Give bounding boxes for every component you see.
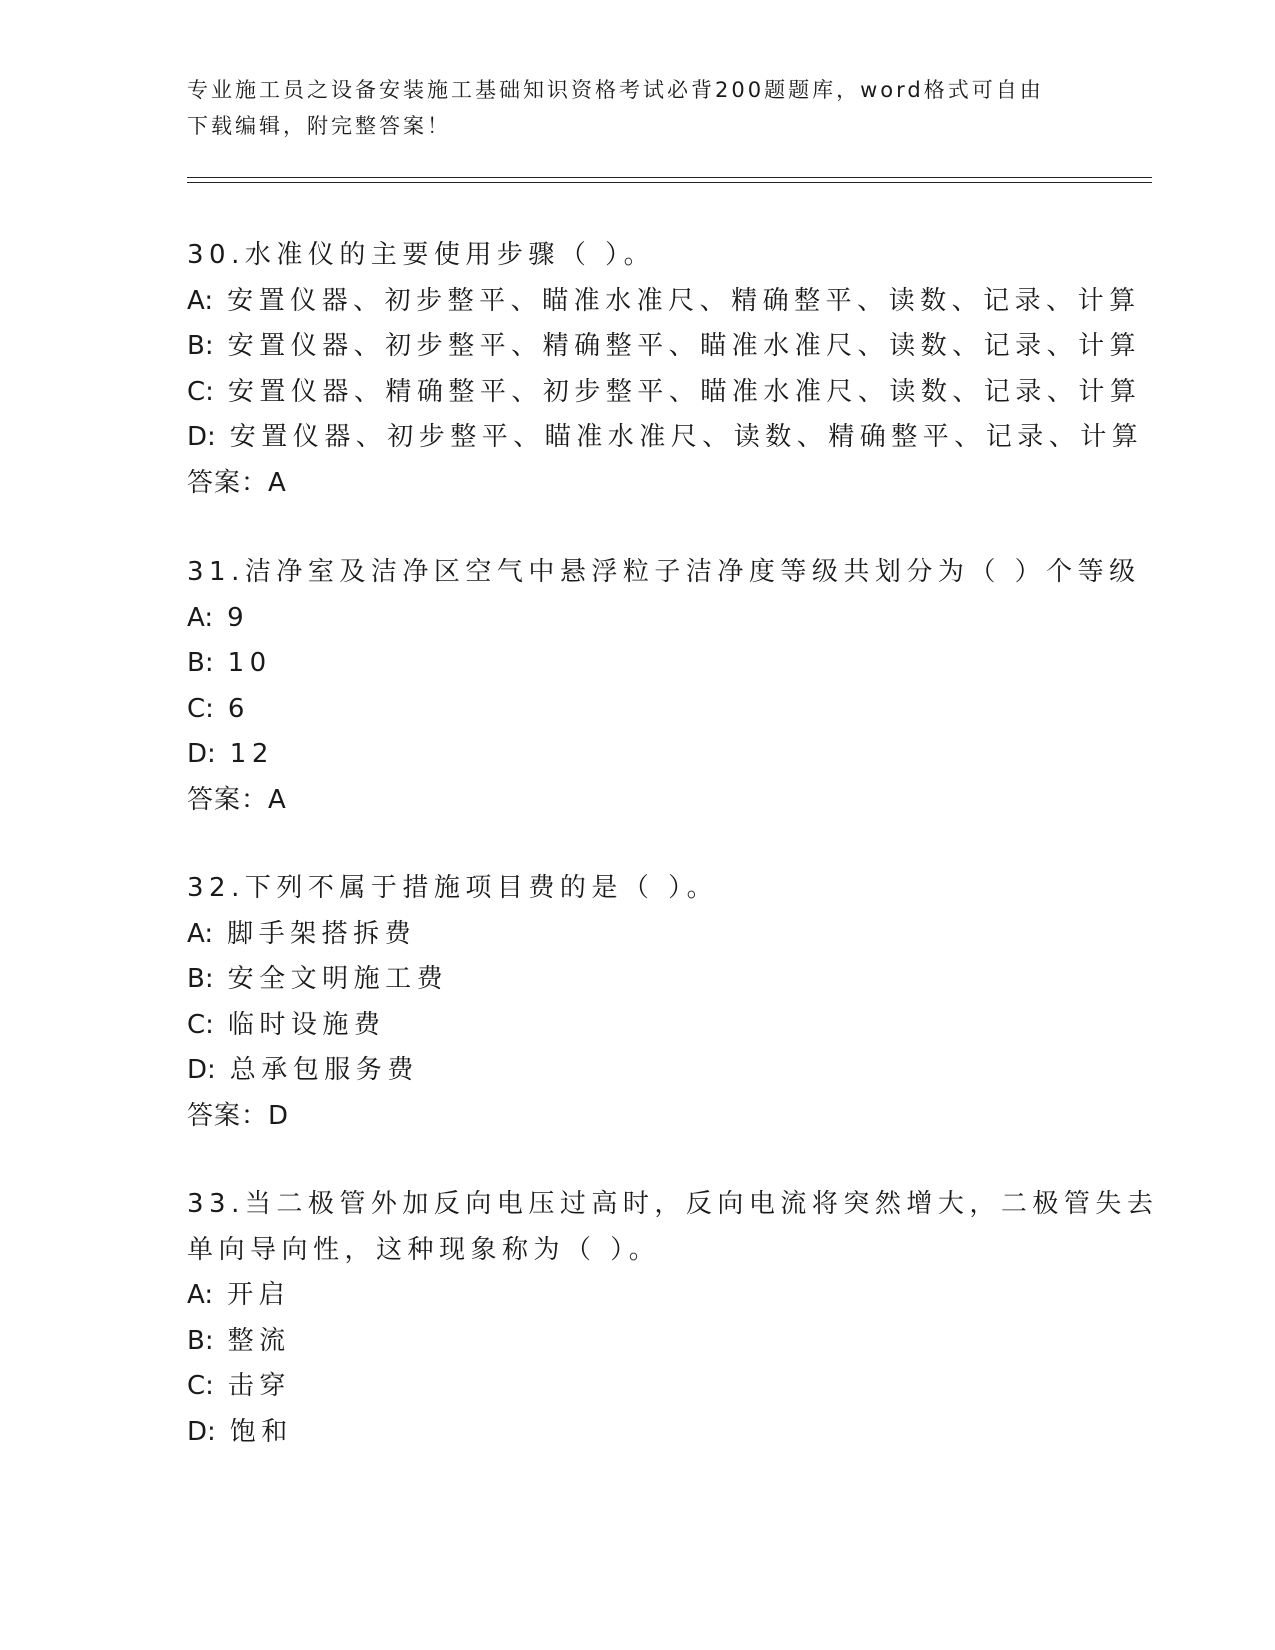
answer: 答案：A [187, 784, 287, 815]
option-key: A: [187, 285, 214, 316]
option-c [187, 687, 1087, 733]
option-a [187, 596, 1087, 642]
option-key: D: [187, 422, 216, 452]
option-text: 安置仪器、初步整平、瞄准水准尺、精确整平、读数、记录、计算 [227, 285, 1141, 316]
option-d [187, 1410, 1087, 1456]
option-key: D: [187, 739, 216, 769]
header-line-2: 下载编辑，附完整答案！ [187, 114, 451, 138]
option-key: C: [187, 1371, 214, 1401]
question-stem-line-2: 单向导向性，这种现象称为（ ）。 [187, 1234, 661, 1265]
option-key: B: [187, 648, 214, 678]
option-c [187, 1364, 1087, 1410]
option-key: B: [187, 1325, 214, 1356]
option-key: C: [187, 693, 214, 724]
question-32 [187, 866, 1087, 1139]
header-divider-top [187, 177, 1152, 178]
option-text: 12 [229, 739, 274, 769]
option-text: 击穿 [227, 1371, 291, 1401]
option-key: A: [187, 1280, 214, 1310]
option-d [187, 415, 1144, 461]
option-text: 脚手架搭拆费 [227, 918, 417, 949]
question-stem: 31.洁净室及洁净区空气中悬浮粒子洁净度等级共划分为（ ）个等级 [187, 557, 1141, 587]
answer: 答案：A [187, 467, 287, 498]
option-text: 安置仪器、精确整平、初步整平、瞄准水准尺、读数、记录、计算 [227, 376, 1142, 407]
question-stem: 30.水准仪的主要使用步骤（ ）。 [187, 240, 656, 270]
option-key: A: [187, 602, 214, 633]
option-c [187, 1003, 1087, 1049]
question-31 [187, 550, 1141, 823]
option-text: 开启 [227, 1280, 291, 1310]
option-text: 整流 [227, 1325, 291, 1356]
document-header [187, 72, 1067, 144]
option-text: 临时设施费 [227, 1009, 386, 1040]
option-key: D: [187, 1055, 216, 1085]
option-key: D: [187, 1416, 216, 1447]
option-text: 饱和 [229, 1416, 293, 1447]
option-text: 安全文明施工费 [227, 964, 449, 994]
option-b [187, 957, 1087, 1003]
option-text: 6 [227, 693, 250, 724]
option-a [187, 912, 1087, 958]
option-d [187, 732, 1087, 778]
option-a [187, 1273, 1087, 1319]
option-key: B: [187, 964, 214, 994]
option-key: C: [187, 1009, 214, 1040]
option-d [187, 1048, 1087, 1094]
question-stem-line-1: 33.当二极管外加反向电压过高时，反向电流将突然增大，二极管失去 [187, 1189, 1159, 1219]
option-text: 9 [227, 602, 250, 633]
option-b [187, 324, 1142, 370]
option-key: B: [187, 331, 214, 361]
option-text: 安置仪器、初步整平、精确整平、瞄准水准尺、读数、记录、计算 [227, 331, 1142, 361]
option-text: 总承包服务费 [229, 1055, 419, 1085]
option-b [187, 1319, 1087, 1365]
header-line-1: 专业施工员之设备安装施工基础知识资格考试必背200题题库，word格式可自由 [187, 78, 1044, 102]
question-33 [187, 1182, 1159, 1455]
option-c [187, 370, 1142, 416]
option-key: C: [187, 376, 214, 407]
header-divider-bottom [187, 182, 1152, 183]
option-text: 10 [227, 648, 272, 678]
answer: 答案：D [187, 1100, 290, 1131]
option-text: 安置仪器、初步整平、瞄准水准尺、读数、精确整平、记录、计算 [229, 422, 1144, 452]
option-key: A: [187, 918, 214, 949]
option-a [187, 279, 1141, 325]
option-b [187, 641, 1087, 687]
question-30 [187, 233, 1144, 506]
question-stem: 32.下列不属于措施项目费的是（ ）。 [187, 873, 719, 903]
